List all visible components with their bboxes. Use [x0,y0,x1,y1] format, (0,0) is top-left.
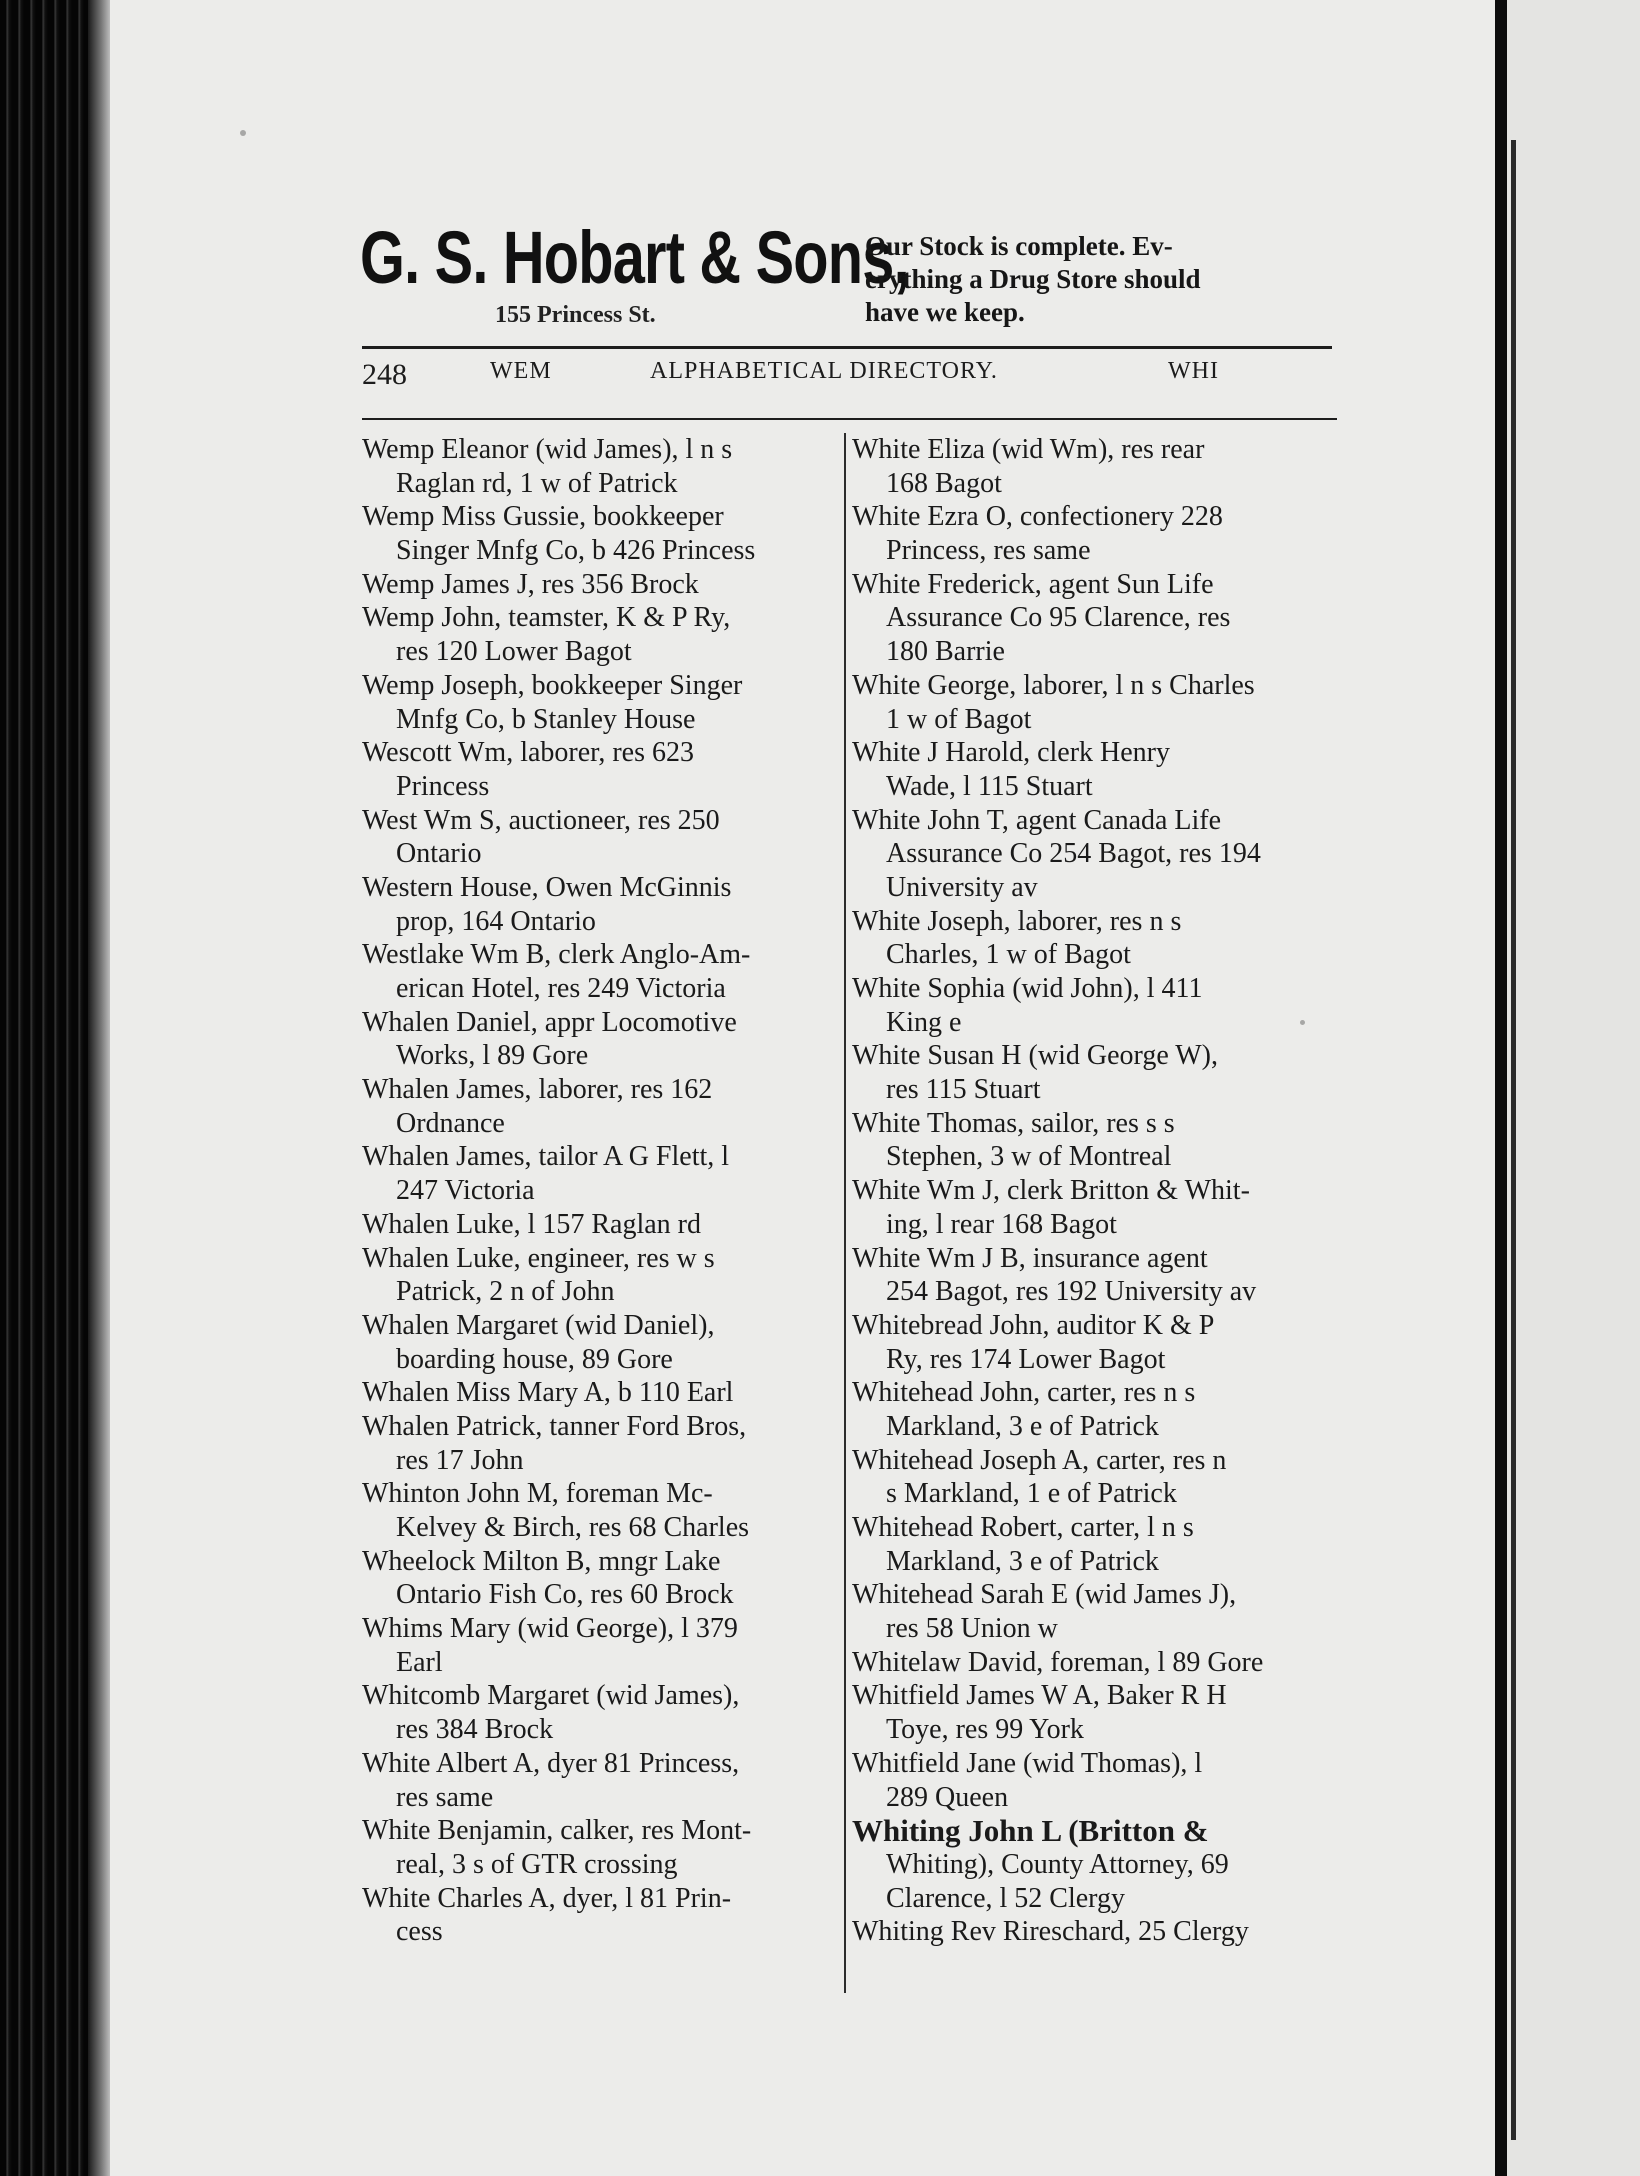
directory-entry [852,500,1340,567]
print-speck [240,130,246,136]
entry-name-line: Whitehead Sarah E (wid James J), [852,1579,1237,1611]
entry-name-line: Wemp John, teamster, K & P Ry, [362,602,731,634]
directory-entry [852,1309,1340,1376]
entry-name-line: Whiting John L (Britton & [852,1814,1209,1848]
directory-entry [362,568,840,602]
directory-entry [362,938,840,1005]
entry-name-line: White Frederick, agent Sun Life [852,568,1214,600]
tagline-line: Our Stock is complete. Ev- [865,231,1173,261]
right-guide-word: WHI [1168,358,1219,384]
entry-name-line: Whitehead John, carter, res n s [852,1377,1196,1409]
entry-continuation-line: real, 3 s of GTR crossing [396,1848,678,1880]
entry-continuation-line: erican Hotel, res 249 Victoria [396,973,726,1004]
adjacent-page-shadow [1511,140,1516,2140]
entry-name-line: White Ezra O, confectionery 228 [852,501,1223,533]
directory-entry [852,1915,1340,1949]
entry-continuation-line: Wade, l 115 Stuart [886,770,1093,802]
advertiser-address: 155 Princess St. [495,302,656,328]
directory-entry [362,433,840,500]
directory-entry [362,1747,840,1814]
entry-continuation-line: University av [886,871,1038,903]
entry-continuation-line: res 120 Lower Bagot [396,636,632,668]
entry-name-line: Whims Mary (wid George), l 379 [362,1613,738,1645]
directory-entry [852,972,1340,1039]
entry-continuation-line: Raglan rd, 1 w of Patrick [396,467,678,499]
directory-title: ALPHABETICAL DIRECTORY. [650,358,998,384]
entry-continuation-line: Markland, 3 e of Patrick [886,1410,1159,1442]
adjacent-page-edge [1507,0,1640,2176]
directory-entry [362,1679,840,1746]
advertiser-name: G. S. Hobart & Sons, [360,216,909,299]
directory-entry [852,1444,1340,1511]
entry-continuation-line: Ry, res 174 Lower Bagot [886,1343,1166,1375]
entry-continuation-line: Princess, res same [886,535,1091,567]
entry-continuation-line: res same [396,1781,494,1813]
directory-entry [362,804,840,871]
entry-name-line: Whitfield Jane (wid Thomas), l [852,1747,1203,1779]
entry-continuation-line: 254 Bagot, res 192 University av [886,1276,1257,1308]
directory-entry [852,736,1340,803]
directory-entry [852,568,1340,669]
entry-continuation-line: 180 Barrie [886,636,1005,668]
entry-continuation-line: s Markland, 1 e of Patrick [886,1478,1177,1510]
directory-entry [362,1006,840,1073]
directory-entry [852,1578,1340,1645]
entry-continuation-line: Earl [396,1646,443,1678]
directory-entry [852,433,1340,500]
directory-entry [362,1882,840,1949]
entry-continuation-line: Mnfg Co, b Stanley House [396,703,696,735]
book-binding [0,0,110,2176]
entry-continuation-line: Ordnance [396,1107,505,1139]
entry-continuation-line: Works, l 89 Gore [396,1040,589,1072]
entry-name-line: White George, laborer, l n s Charles [852,669,1255,701]
entry-name-line: Whitehead Joseph A, carter, res n [852,1444,1227,1476]
entry-continuation-line: 168 Bagot [886,467,1002,499]
entry-name-line: West Wm S, auctioneer, res 250 [362,804,720,836]
entry-name-line: White Charles A, dyer, l 81 Prin- [362,1882,732,1914]
directory-entry [852,804,1340,905]
entry-name-line: Whalen Luke, engineer, res w s [362,1242,715,1274]
directory-entry [362,1477,840,1544]
entry-continuation-line: 289 Queen [886,1781,1009,1813]
entry-name-line: White Wm J B, insurance agent [852,1242,1208,1274]
entry-name-line: Wemp Joseph, bookkeeper Singer [362,669,743,701]
entry-name-line: White John T, agent Canada Life [852,804,1222,836]
directory-entry [852,1646,1340,1680]
directory-entry [852,1747,1340,1814]
directory-entry [852,1511,1340,1578]
entry-name-line: White Susan H (wid George W), [852,1040,1218,1072]
entry-continuation-line: res 58 Union w [886,1613,1058,1645]
entry-name-line: Whitebread John, auditor K & P [852,1309,1215,1341]
entry-name-line: Whalen Daniel, appr Locomotive [362,1006,737,1038]
entry-name-line: White Eliza (wid Wm), res rear [852,434,1205,465]
entry-name-line: Whalen James, laborer, res 162 [362,1074,713,1106]
entry-continuation-line: Singer Mnfg Co, b 426 Princess [396,535,756,567]
entry-continuation-line: Toye, res 99 York [886,1714,1084,1746]
entry-continuation-line: boarding house, 89 Gore [396,1343,673,1375]
entry-name-line: White Thomas, sailor, res s s [852,1107,1175,1139]
entry-continuation-line: Ontario Fish Co, res 60 Brock [396,1579,734,1611]
entry-name-line: Whalen Luke, l 157 Raglan rd [362,1208,702,1240]
directory-entry [852,669,1340,736]
entry-name-line: Whalen James, tailor A G Flett, l [362,1141,730,1173]
directory-entry [362,1376,840,1410]
directory-entry [362,669,840,736]
entry-name-line: Whitfield James W A, Baker R H [852,1680,1227,1712]
directory-entry [362,1140,840,1207]
entry-continuation-line: Patrick, 2 n of John [396,1276,615,1308]
entry-continuation-line: cess [396,1916,443,1948]
entry-continuation-line: Whiting), County Attorney, 69 [886,1848,1229,1880]
directory-entry [362,1073,840,1140]
entry-name-line: Whalen Miss Mary A, b 110 Earl [362,1377,734,1409]
left-guide-word: WEM [490,358,552,384]
directory-entry [852,905,1340,972]
directory-entry [852,1242,1340,1309]
entry-name-line: White Benjamin, calker, res Mont- [362,1815,752,1847]
entry-name-line: White Joseph, laborer, res n s [852,905,1182,937]
entry-name-line: White Wm J, clerk Britton & Whit- [852,1175,1250,1207]
directory-entry [852,1039,1340,1106]
directory-entry [362,1545,840,1612]
directory-entry [362,1208,840,1242]
entry-continuation-line: Assurance Co 254 Bagot, res 194 [886,838,1261,870]
entry-continuation-line: Clarence, l 52 Clergy [886,1882,1125,1914]
entry-continuation-line: Kelvey & Birch, res 68 Charles [396,1512,750,1543]
tagline-line: have we keep. [865,297,1025,327]
entry-name-line: Whitelaw David, foreman, l 89 Gore [852,1646,1264,1678]
directory-entry [852,1679,1340,1746]
entry-continuation-line: ing, l rear 168 Bagot [886,1208,1117,1240]
directory-entry [852,1376,1340,1443]
entry-name-line: Wemp Miss Gussie, bookkeeper [362,501,724,533]
directory-entry [362,736,840,803]
directory-entry [362,500,840,567]
entry-name-line: Wemp James J, res 356 Brock [362,568,699,600]
header-rule-top [362,346,1332,349]
entry-continuation-line: Markland, 3 e of Patrick [886,1545,1159,1577]
entry-name-line: White Sophia (wid John), l 411 [852,973,1203,1004]
directory-entry [362,601,840,668]
entry-name-line: Wheelock Milton B, mngr Lake [362,1545,721,1577]
directory-entry [362,1410,840,1477]
directory-entry [362,1242,840,1309]
entry-continuation-line: Ontario [396,838,482,870]
entry-name-line: Whinton John M, foreman Mc- [362,1478,713,1510]
entry-name-line: Wemp Eleanor (wid James), l n s [362,434,733,465]
directory-entry [852,1814,1340,1915]
entry-continuation-line: res 115 Stuart [886,1074,1041,1106]
entry-name-line: Wescott Wm, laborer, res 623 [362,737,695,769]
entry-continuation-line: res 17 John [396,1444,524,1476]
entry-continuation-line: Charles, 1 w of Bagot [886,939,1131,971]
directory-entry [362,1814,840,1881]
entry-name-line: Whitcomb Margaret (wid James), [362,1680,740,1712]
directory-entry [852,1107,1340,1174]
directory-entry [852,1174,1340,1241]
directory-column-right [852,433,1340,1949]
header-rule-bottom [362,418,1337,420]
entry-name-line: Westlake Wm B, clerk Anglo-Am- [362,939,751,971]
directory-entry [362,871,840,938]
advertiser-tagline [865,230,1345,329]
entry-continuation-line: Assurance Co 95 Clarence, res [886,602,1231,634]
binding-gutter [88,0,110,2176]
entry-name-line: Western House, Owen McGinnis [362,871,732,903]
entry-continuation-line: prop, 164 Ontario [396,905,596,937]
column-divider [844,433,846,1993]
directory-entry [362,1309,840,1376]
entry-name-line: White J Harold, clerk Henry [852,737,1170,769]
tagline-line: erything a Drug Store should [865,264,1201,294]
advertisement-banner [360,210,1340,335]
entry-name-line: Whitehead Robert, carter, l n s [852,1512,1194,1543]
print-speck [1300,1020,1305,1025]
entry-name-line: Whalen Patrick, tanner Ford Bros, [362,1410,747,1442]
entry-continuation-line: King e [886,1006,962,1038]
entry-name-line: Whalen Margaret (wid Daniel), [362,1309,715,1341]
entry-continuation-line: Princess [396,770,490,802]
entry-continuation-line: 1 w of Bagot [886,703,1032,735]
page-number: 248 [362,358,407,391]
directory-column-left [362,433,840,1949]
entry-continuation-line: 247 Victoria [396,1175,535,1207]
running-header [360,358,1320,398]
directory-entry [362,1612,840,1679]
page-edge [1495,0,1507,2176]
entry-name-line: Whiting Rev Rireschard, 25 Clergy [852,1916,1249,1948]
entry-name-line: White Albert A, dyer 81 Princess, [362,1747,740,1779]
entry-continuation-line: res 384 Brock [396,1714,554,1746]
entry-continuation-line: Stephen, 3 w of Montreal [886,1141,1172,1173]
